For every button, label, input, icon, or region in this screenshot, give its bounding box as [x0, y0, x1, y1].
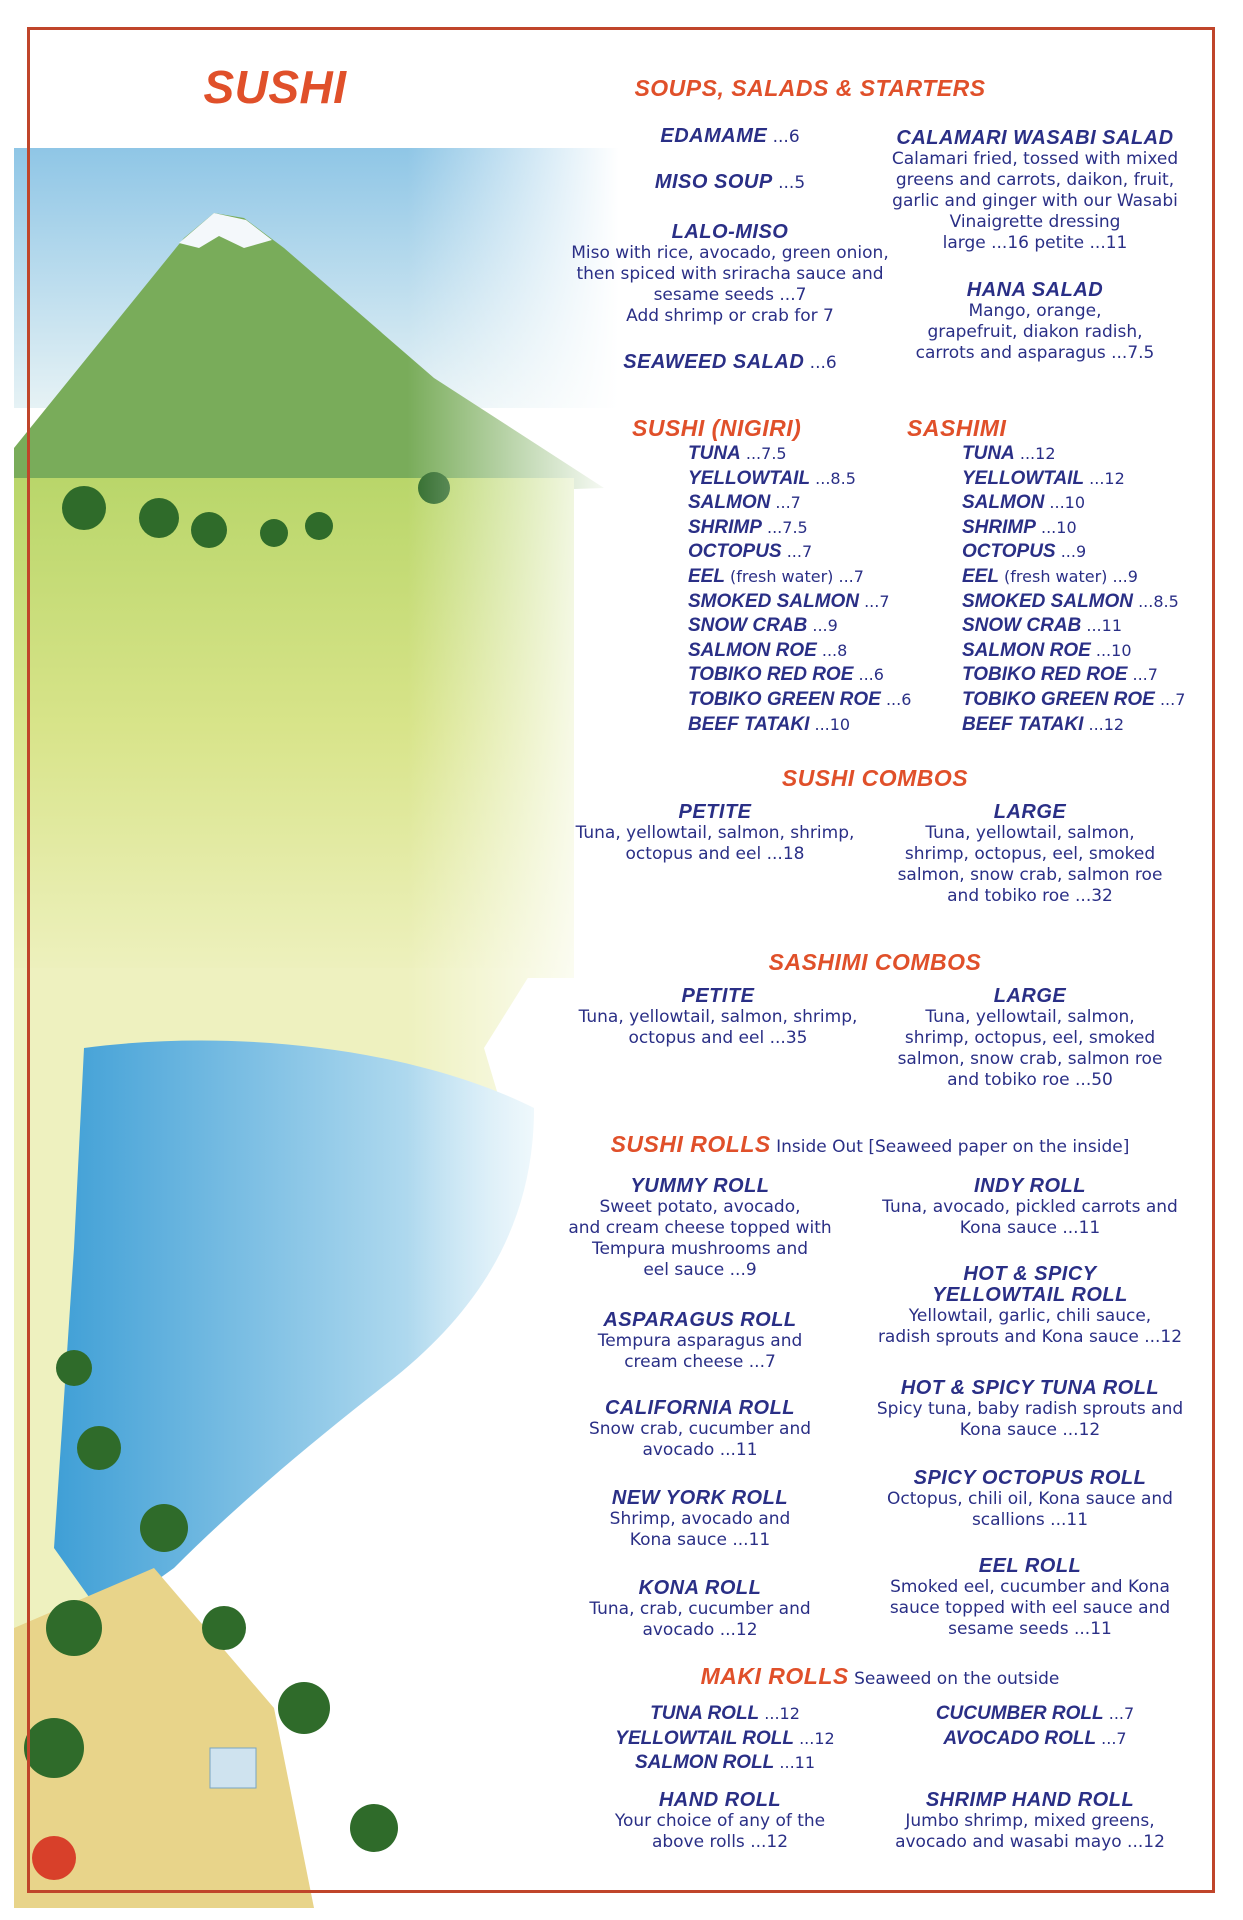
menu-item [688, 491, 911, 516]
item-name: KONA ROLL [638, 1577, 762, 1599]
item-name: TUNA ROLL [650, 1703, 760, 1724]
menu-item-seaweed-salad [580, 352, 880, 374]
item-price: ...7.5 [745, 444, 787, 463]
item-description: and tobiko roe ...32 [947, 886, 1113, 906]
menu-item [962, 491, 1185, 516]
item-description: Miso with rice, avocado, green onion, [571, 243, 889, 263]
menu-item [962, 639, 1185, 664]
item-price: ...10 [814, 714, 851, 734]
item-description: Tuna, yellowtail, salmon, shrimp, [578, 1007, 858, 1027]
item-price: ...7.5 [767, 517, 808, 537]
item-price: ...9 [812, 616, 838, 636]
item-description: avocado ...11 [642, 1440, 758, 1460]
menu-item [962, 467, 1185, 492]
menu-item [688, 467, 911, 492]
item-price: ...12 [1089, 468, 1125, 488]
item-description: Tempura mushrooms and [591, 1239, 809, 1259]
item-name: TOBIKO RED ROE [688, 664, 854, 686]
item-description: Tuna, yellowtail, salmon, [925, 1007, 1135, 1027]
item-description: Tuna, yellowtail, salmon, shrimp, [575, 823, 855, 843]
item-description: salmon, snow crab, salmon roe [897, 1049, 1163, 1069]
maki-list-left [580, 1702, 870, 1776]
item-description: and cream cheese topped with [568, 1218, 832, 1238]
menu-item-edamame [600, 126, 860, 148]
item-description: Kona sauce ...12 [959, 1420, 1101, 1440]
item-name: SNOW CRAB [962, 615, 1082, 637]
menu-item [580, 1751, 870, 1776]
item-name: SALMON ROE [962, 639, 1091, 661]
item-name: ASPARAGUS ROLL [603, 1309, 797, 1331]
menu-item-sushi-combo-petite [555, 802, 875, 865]
menu-item-sushi-combo-large [870, 802, 1190, 907]
item-name: HANA SALAD [966, 279, 1104, 301]
item-name: LALO-MISO [671, 221, 789, 243]
item-price: ...11 [779, 1753, 816, 1773]
item-name: EEL ROLL [978, 1555, 1082, 1577]
section-subtitle: Seaweed on the outside [854, 1669, 1060, 1689]
item-price: ...12 [764, 1704, 800, 1723]
menu-item [880, 1702, 1190, 1727]
item-price: ...8 [821, 640, 848, 660]
menu-item-hand-roll [570, 1790, 870, 1853]
item-description: avocado ...12 [642, 1620, 758, 1640]
menu-item [880, 1727, 1190, 1752]
item-name: PETITE [678, 801, 752, 823]
menu-item [688, 688, 911, 713]
menu-item [688, 540, 911, 565]
menu-item-asparagus-roll [550, 1310, 850, 1373]
menu-item [688, 565, 911, 590]
menu-item [962, 688, 1185, 713]
item-price: ...11 [1086, 616, 1122, 636]
item-description: garlic and ginger with our Wasabi [892, 191, 1178, 211]
item-description: Shrimp, avocado and [609, 1509, 791, 1529]
item-name: TOBIKO GREEN ROE [962, 688, 1155, 710]
item-name: HOT & SPICY TUNA ROLL [900, 1377, 1160, 1399]
item-description: Calamari fried, tossed with mixed [891, 149, 1179, 169]
menu-item [962, 590, 1185, 615]
menu-item [962, 540, 1185, 565]
item-name: SEAWEED SALAD [623, 351, 805, 373]
menu-item-new-york-roll [550, 1488, 850, 1551]
item-name: BEEF TATAKI [962, 713, 1084, 735]
item-description: Kona sauce ...11 [629, 1530, 771, 1550]
page-title: SUSHI [203, 61, 347, 113]
item-name: INDY ROLL [974, 1175, 1086, 1197]
section-subtitle: Inside Out [Seaweed paper on the inside] [776, 1137, 1130, 1157]
section-title: MAKI ROLLS [700, 1663, 849, 1689]
item-price: ...7 [1132, 665, 1158, 685]
item-price: ...8.5 [1138, 591, 1179, 611]
maki-list-right [880, 1702, 1190, 1751]
section-heading-sashimi-combos: SASHIMI COMBOS [768, 949, 982, 975]
menu-item [688, 442, 911, 467]
item-description: Octopus, chili oil, Kona sauce and [887, 1489, 1173, 1509]
item-description: greens and carrots, daikon, fruit, [895, 170, 1175, 190]
item-name: AVOCADO ROLL [943, 1727, 1097, 1749]
item-description: Tuna, crab, cucumber and [589, 1599, 811, 1619]
item-name: TUNA [962, 443, 1015, 464]
item-description: carrots and asparagus ...7.5 [915, 343, 1155, 363]
item-name: YELLOWTAIL [962, 467, 1085, 489]
menu-item-hot-spicy-tuna-roll [860, 1378, 1200, 1441]
item-name: SNOW CRAB [688, 615, 808, 637]
item-price: ...7 [1101, 1728, 1127, 1748]
item-description: Spicy tuna, baby radish sprouts and [876, 1399, 1184, 1419]
item-name: LARGE [993, 985, 1067, 1007]
item-note: (fresh water) [1004, 566, 1108, 586]
item-price: ...6 [885, 689, 912, 709]
item-name: SPICY OCTOPUS ROLL [913, 1467, 1147, 1489]
item-name: LARGE [993, 801, 1067, 823]
section-heading-maki-rolls [600, 1663, 1160, 1690]
item-price: ...7 [864, 591, 890, 611]
item-description: Smoked eel, cucumber and Kona [890, 1577, 1170, 1597]
sashimi-list [962, 442, 1185, 737]
item-name: YUMMY ROLL [630, 1175, 770, 1197]
menu-item [688, 590, 911, 615]
item-name: SALMON ROLL [634, 1752, 775, 1774]
item-price: ...7 [775, 493, 801, 513]
item-name: YELLOWTAIL ROLL [932, 1284, 1128, 1306]
item-description: grapefruit, diakon radish, [927, 322, 1143, 342]
item-description: eel sauce ...9 [643, 1260, 757, 1280]
menu-item [962, 713, 1185, 738]
item-description: Tuna, yellowtail, salmon, [925, 823, 1135, 843]
menu-item [688, 663, 911, 688]
item-name: EDAMAME [660, 125, 768, 147]
item-price: large ...16 petite ...11 [942, 233, 1128, 253]
item-note: (fresh water) [730, 566, 834, 586]
item-description: then spiced with sriracha sauce and [576, 264, 884, 284]
item-description: avocado and wasabi mayo ...12 [895, 1832, 1165, 1852]
item-name: HOT & SPICY [963, 1263, 1097, 1285]
item-name: PETITE [681, 985, 755, 1007]
item-name: EEL [688, 565, 725, 587]
item-name: TUNA [688, 443, 741, 464]
item-name: SALMON ROE [688, 639, 817, 661]
item-description: salmon, snow crab, salmon roe [897, 865, 1163, 885]
section-heading-sushi-rolls [560, 1131, 1180, 1158]
item-name: TOBIKO GREEN ROE [688, 688, 881, 710]
item-description: Vinaigrette dressing [949, 212, 1121, 232]
item-description: and tobiko roe ...50 [947, 1070, 1113, 1090]
item-price: ...12 [1088, 714, 1125, 734]
item-description: Add shrimp or crab for 7 [626, 306, 834, 326]
menu-item [580, 1702, 870, 1727]
item-name: YELLOWTAIL ROLL [615, 1727, 794, 1749]
item-description: Tempura asparagus and [597, 1331, 803, 1351]
menu-item [962, 565, 1185, 590]
menu-item [962, 614, 1185, 639]
item-name: SHRIMP [688, 516, 762, 538]
item-description: octopus and eel ...18 [625, 844, 805, 864]
item-price: ...7 [838, 566, 864, 586]
item-price: ...10 [1049, 493, 1086, 513]
menu-item [580, 1727, 870, 1752]
item-description: Tuna, avocado, pickled carrots and [882, 1197, 1178, 1217]
item-name: SMOKED SALMON [962, 590, 1133, 612]
item-name: SHRIMP HAND ROLL [925, 1789, 1135, 1811]
item-description: sesame seeds ...7 [653, 285, 807, 305]
item-description: shrimp, octopus, eel, smoked [904, 1028, 1156, 1048]
menu-item-miso-soup [600, 172, 860, 194]
item-price: ...6 [772, 127, 800, 147]
section-heading-sashimi: SASHIMI [907, 415, 1007, 441]
menu-item-kona-roll [550, 1578, 850, 1641]
menu-item-calamari-wasabi-salad [870, 128, 1200, 254]
item-name: YELLOWTAIL [688, 467, 811, 489]
item-description: Your choice of any of the [614, 1811, 826, 1831]
item-name: SALMON [962, 492, 1045, 514]
menu-item-eel-roll [860, 1556, 1200, 1640]
item-description: sesame seeds ...11 [948, 1619, 1112, 1639]
item-description: Sweet potato, avocado, [599, 1197, 801, 1217]
item-name: HAND ROLL [658, 1789, 782, 1811]
item-price: ...12 [1019, 444, 1056, 463]
item-price: ...6 [858, 665, 884, 685]
menu-item-indy-roll [860, 1176, 1200, 1239]
menu-item [962, 442, 1185, 467]
menu-item [962, 663, 1185, 688]
item-description: above rolls ...12 [651, 1832, 789, 1852]
section-title: SUSHI ROLLS [610, 1131, 771, 1157]
menu-item [688, 516, 911, 541]
item-name: OCTOPUS [962, 541, 1056, 563]
section-heading-soups: SOUPS, SALADS & STARTERS [634, 75, 986, 101]
menu-item-sashimi-combo-petite [558, 986, 878, 1049]
menu-item [962, 516, 1185, 541]
menu-item-shrimp-hand-roll [860, 1790, 1200, 1853]
menu-item [688, 614, 911, 639]
item-price: ...9 [1060, 542, 1087, 562]
item-price: ...5 [778, 173, 806, 193]
item-price: ...10 [1041, 517, 1077, 537]
item-price: ...10 [1095, 640, 1132, 660]
item-description: radish sprouts and Kona sauce ...12 [877, 1327, 1183, 1347]
item-price: ...9 [1112, 566, 1138, 586]
item-name: OCTOPUS [688, 541, 782, 563]
menu-item-yummy-roll [550, 1176, 850, 1281]
item-price: ...12 [799, 1728, 835, 1748]
item-price: ...7 [1108, 1704, 1135, 1723]
item-description: sauce topped with eel sauce and [889, 1598, 1171, 1618]
nigiri-list [688, 442, 911, 737]
item-description: Kona sauce ...11 [959, 1218, 1101, 1238]
item-name: MISO SOUP [654, 171, 773, 193]
item-name: SALMON [688, 492, 771, 514]
item-price: ...7 [1159, 689, 1186, 709]
item-description: octopus and eel ...35 [628, 1028, 808, 1048]
item-name: CALAMARI WASABI SALAD [896, 127, 1174, 149]
menu-item-hana-salad [870, 280, 1200, 364]
item-description: Snow crab, cucumber and [588, 1419, 812, 1439]
item-description: shrimp, octopus, eel, smoked [904, 844, 1156, 864]
item-description: cream cheese ...7 [624, 1352, 776, 1372]
menu-item-california-roll [550, 1398, 850, 1461]
item-description: Jumbo shrimp, mixed greens, [905, 1811, 1155, 1831]
item-name: CALIFORNIA ROLL [604, 1397, 796, 1419]
item-description: Mango, orange, [968, 301, 1102, 321]
item-name: SMOKED SALMON [688, 590, 859, 612]
item-price: ...6 [809, 353, 837, 373]
menu-item-hot-spicy-yellowtail-roll [860, 1264, 1200, 1348]
item-price: ...7 [786, 542, 813, 562]
item-name: NEW YORK ROLL [611, 1487, 789, 1509]
menu-item-spicy-octopus-roll [860, 1468, 1200, 1531]
item-name: CUCUMBER ROLL [935, 1703, 1104, 1724]
item-description: Yellowtail, garlic, chili sauce, [908, 1306, 1152, 1326]
item-name: EEL [962, 565, 999, 587]
item-name: BEEF TATAKI [688, 713, 810, 735]
menu-item-sashimi-combo-large [870, 986, 1190, 1091]
item-price: ...8.5 [815, 468, 856, 488]
item-name: SHRIMP [962, 516, 1036, 538]
item-description: scallions ...11 [971, 1510, 1089, 1530]
menu-item [688, 713, 911, 738]
section-heading-sushi-combos: SUSHI COMBOS [781, 765, 969, 791]
menu-item [688, 639, 911, 664]
section-heading-nigiri: SUSHI (NIGIRI) [632, 415, 802, 441]
item-name: TOBIKO RED ROE [962, 664, 1128, 686]
